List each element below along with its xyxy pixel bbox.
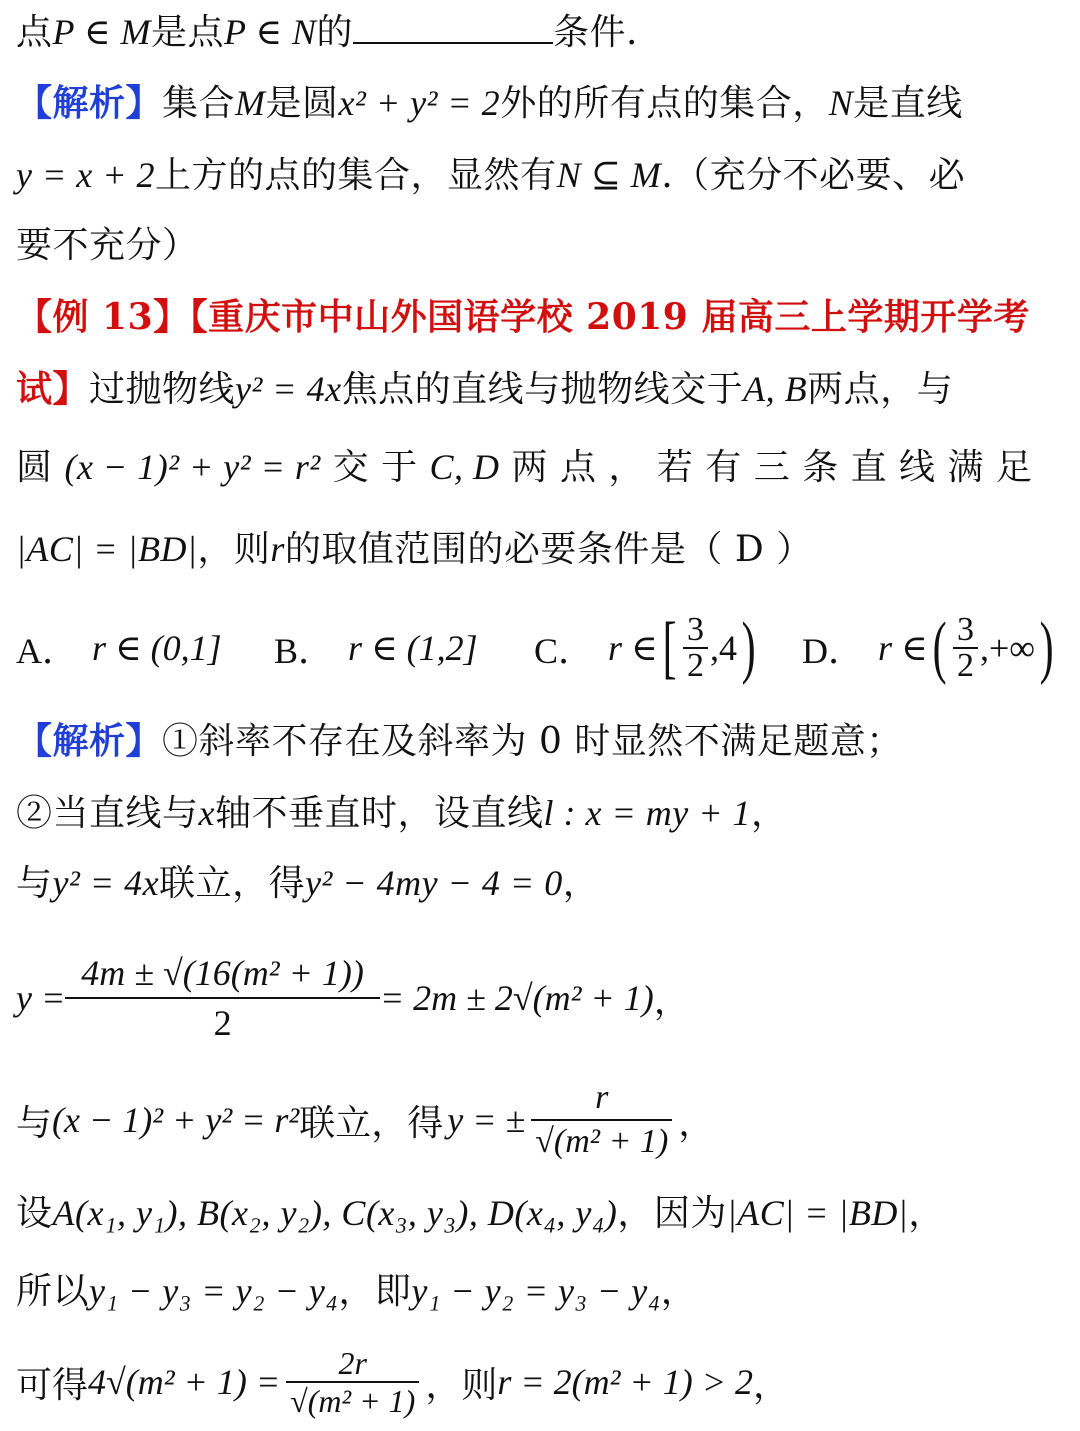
left-paren: ( xyxy=(932,609,947,686)
denominator: 2 xyxy=(683,647,708,683)
math: y² − 4my − 4 = 0 xyxy=(305,863,563,903)
math: P ∈ N xyxy=(224,12,317,52)
text: ， xyxy=(660,1271,698,1312)
math: x xyxy=(198,793,215,833)
math: y² = 4x xyxy=(235,369,342,409)
math: A, B xyxy=(743,369,808,409)
math: (x − 1)² + y² = r² xyxy=(52,1100,300,1140)
text: ，则 xyxy=(197,529,271,570)
math: 4√(m² + 1) = xyxy=(88,1362,281,1402)
solution-line-2 xyxy=(16,792,1064,835)
example-tag: 【例 13】【重庆市中山外国语学校 2019 届高三上学期开学考 xyxy=(16,296,1030,338)
math: y = xyxy=(16,978,66,1018)
text: 的 xyxy=(316,12,354,53)
math: M xyxy=(235,83,266,123)
solution-line-1 xyxy=(16,720,1064,763)
denominator: 2 xyxy=(953,647,978,683)
option-d xyxy=(802,608,1058,688)
numerator: r xyxy=(595,1079,609,1116)
math: y² = 4x xyxy=(52,863,160,903)
text: 与 xyxy=(16,863,53,904)
math: = 2m ± 2√(m² + 1) xyxy=(379,978,654,1018)
text: ，因为 xyxy=(617,1193,727,1234)
math: y = x + 2 xyxy=(16,155,156,195)
fraction xyxy=(531,1081,672,1159)
text: 集合 xyxy=(162,83,236,124)
answer-blank xyxy=(353,10,553,44)
question-line-4 xyxy=(16,528,1064,571)
option-prefix: r ∈ xyxy=(878,628,928,668)
text: ①斜率不存在及斜率为 0 时显然不满足题意； xyxy=(162,721,903,762)
text: 焦点的直线与抛物线交于 xyxy=(341,369,744,410)
analysis-tag: 【解析】 xyxy=(16,82,163,124)
fraction xyxy=(73,955,372,1041)
math: (x − 1)² + y² = r² xyxy=(64,447,321,487)
numerator: 4m ± √(16(m² + 1)) xyxy=(81,953,364,993)
option-label: A． xyxy=(16,630,78,671)
text: 可得 xyxy=(16,1364,89,1406)
text: ， xyxy=(678,1102,715,1144)
text: ， xyxy=(752,1364,789,1406)
option-value: r ∈ (1,2] xyxy=(348,628,478,668)
text: 联立，得 xyxy=(299,1102,444,1144)
solution-line-6 xyxy=(16,1270,1064,1313)
denominator: √(m² + 1) xyxy=(531,1119,672,1159)
text: ， xyxy=(562,863,600,904)
text: 联立，得 xyxy=(159,863,306,904)
text: 点 xyxy=(16,12,53,53)
text: 是圆 xyxy=(265,83,339,124)
math: |AC| = |BD| xyxy=(16,529,198,569)
option-prefix: r ∈ xyxy=(608,628,658,668)
question-line-2 xyxy=(16,368,1064,411)
math: |AC| = |BD| xyxy=(726,1193,909,1233)
math: C, D xyxy=(429,447,500,487)
text: ， xyxy=(751,793,788,834)
math: y₁ − y₃ = y₂ − y₄ xyxy=(89,1271,339,1311)
denominator: 2 xyxy=(65,997,380,1041)
text: 轴不垂直时，设直线 xyxy=(215,793,544,834)
math: N ⊆ M xyxy=(556,155,662,195)
numerator: 3 xyxy=(687,611,704,648)
right-paren: ) xyxy=(1039,609,1054,686)
left-bracket: [ xyxy=(662,609,677,686)
text: .（充分不必要、必 xyxy=(661,155,966,196)
right-paren: ) xyxy=(741,609,756,686)
option-b xyxy=(274,608,478,688)
solution-line-4 xyxy=(16,1070,714,1170)
text: 圆 xyxy=(16,447,53,488)
math: l : x = my + 1 xyxy=(543,793,752,833)
text: ， xyxy=(653,980,690,1021)
equation-y-roots xyxy=(16,938,690,1058)
analysis-line-1 xyxy=(16,82,1064,125)
option-suffix: ,+∞ xyxy=(979,628,1035,668)
text: 交 于 xyxy=(332,447,418,488)
text: 所以 xyxy=(16,1271,90,1312)
analysis-line-3 xyxy=(16,224,1064,267)
fraction xyxy=(953,613,978,683)
text: 条件. xyxy=(553,12,638,53)
text: 设 xyxy=(16,1193,53,1234)
math: x² + y² = 2 xyxy=(338,83,501,123)
math: P ∈ M xyxy=(52,12,151,52)
text: 与 xyxy=(16,1102,53,1144)
text: 两 点 ， 若 有 三 条 直 线 满 足 xyxy=(511,447,1033,488)
example-title-line xyxy=(16,296,1064,339)
numerator: 3 xyxy=(956,611,974,648)
text: 是直线 xyxy=(853,83,963,124)
math: N xyxy=(828,83,854,123)
solution-line-5 xyxy=(16,1192,1064,1235)
text: ， xyxy=(908,1193,945,1234)
option-a xyxy=(16,608,222,688)
fraction xyxy=(683,613,708,683)
option-c xyxy=(534,608,760,688)
option-value: r ∈ (0,1] xyxy=(92,628,222,668)
question-line-1 xyxy=(16,10,1064,54)
math: A(x₁, y₁), B(x₂, y₂), C(x₃, y₃), D(x₄, y₄) xyxy=(52,1193,618,1233)
text: ②当直线与 xyxy=(16,793,199,834)
text: ，则 xyxy=(425,1364,498,1406)
denominator: √(m² + 1) xyxy=(286,1381,419,1417)
text: 两点，与 xyxy=(807,369,954,410)
text: ，即 xyxy=(338,1271,412,1312)
solution-line-3 xyxy=(16,862,1064,905)
math: y = ± xyxy=(447,1100,526,1140)
answer-options xyxy=(16,608,1064,688)
math: r xyxy=(270,529,285,569)
option-label: C． xyxy=(534,630,595,671)
math: r = 2(m² + 1) > 2 xyxy=(497,1362,753,1402)
text: 上方的点的集合，显然有 xyxy=(155,155,557,196)
option-label: B． xyxy=(274,630,335,671)
solution-line-7 xyxy=(16,1336,789,1428)
option-suffix: ,4 xyxy=(710,628,737,668)
text: 的取值范围的必要条件是（ D ） xyxy=(284,529,813,570)
text: 是点 xyxy=(151,12,225,53)
text: 要不充分） xyxy=(16,225,199,266)
analysis-tag: 【解析】 xyxy=(16,720,163,762)
option-label: D． xyxy=(802,630,864,671)
numerator: 2r xyxy=(338,1345,367,1381)
math: y₁ − y₂ = y₃ − y₄ xyxy=(411,1271,661,1311)
fraction xyxy=(286,1347,419,1417)
text: 过抛物线 xyxy=(89,369,236,410)
analysis-line-2 xyxy=(16,154,1064,197)
text: 外的所有点的集合， xyxy=(500,83,829,124)
question-line-3 xyxy=(16,446,1064,489)
example-tag-end: 试】 xyxy=(16,368,90,410)
